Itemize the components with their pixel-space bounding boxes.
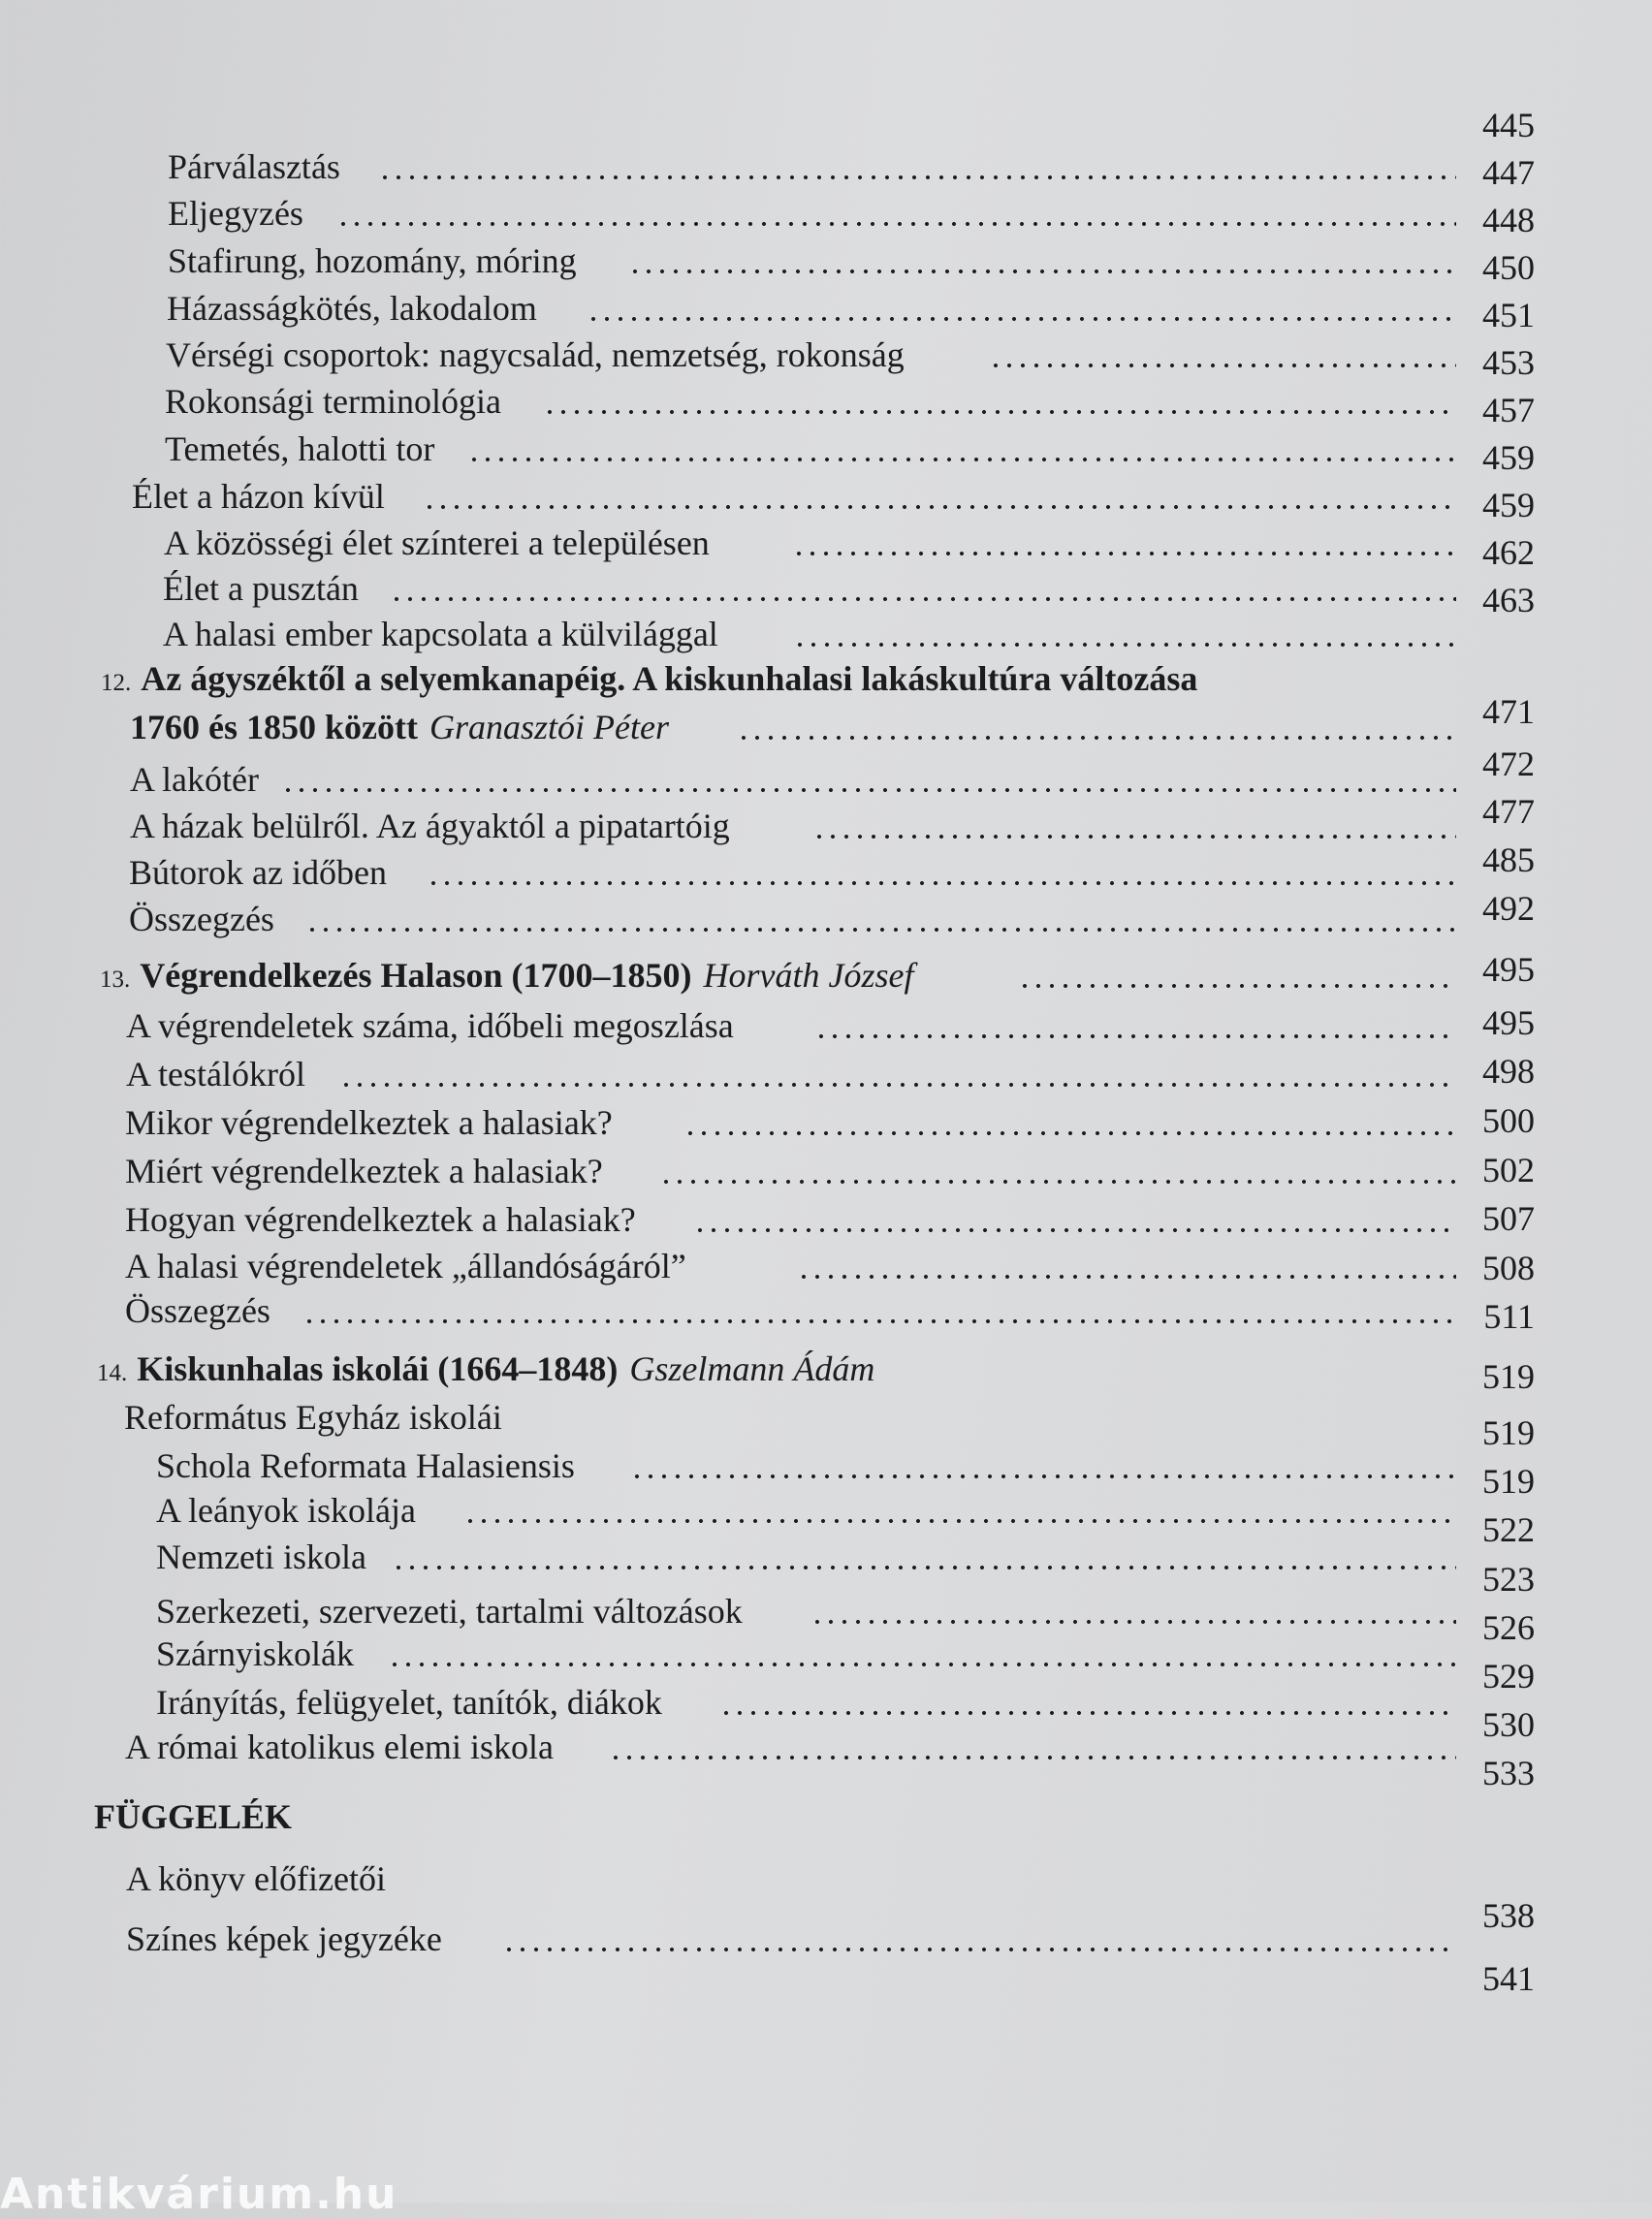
page-number: 541 bbox=[1482, 1959, 1535, 1998]
dot-leader bbox=[609, 1755, 1456, 1760]
dot-leader bbox=[812, 834, 1456, 840]
toc-entry bbox=[0, 1245, 1652, 1287]
toc-entry bbox=[0, 1396, 1652, 1439]
dot-leader bbox=[388, 1662, 1456, 1667]
chapter-title: Az ágyszéktől a selyemkanapéig. A kiskunhalasi lakáskultúra változása bbox=[141, 659, 1198, 698]
toc-appendix-entry bbox=[0, 1918, 1652, 1960]
toc-entry bbox=[0, 1150, 1652, 1192]
chapter-author: Granasztói Péter bbox=[429, 708, 669, 746]
dot-leader bbox=[693, 1227, 1456, 1233]
dot-leader bbox=[630, 1474, 1456, 1479]
toc-chapter-entry bbox=[0, 1347, 1652, 1390]
toc-entry-title: Református Egyház iskolái bbox=[124, 1398, 502, 1437]
toc-entry-title: Temetés, halotti tor bbox=[165, 429, 435, 468]
toc-entry bbox=[0, 898, 1652, 940]
dot-leader bbox=[683, 1130, 1456, 1136]
toc-entry bbox=[0, 1444, 1652, 1487]
dot-leader bbox=[543, 409, 1456, 415]
chapter-title: Végrendelkezés Halason (1700–1850) bbox=[140, 956, 692, 995]
watermark: Antikvárium.hu bbox=[0, 2170, 398, 2219]
page-number: 477 bbox=[1482, 792, 1535, 831]
toc-entry-title: A leányok iskolája bbox=[156, 1491, 416, 1530]
chapter-number: 14. bbox=[97, 1360, 128, 1386]
page-number: 533 bbox=[1482, 1754, 1535, 1792]
toc-entry-title: Eljegyzés bbox=[168, 194, 303, 233]
dot-leader bbox=[423, 504, 1456, 510]
dot-leader bbox=[814, 1033, 1456, 1039]
page-number: 445 bbox=[1482, 106, 1535, 144]
toc-entry-title: A római katolikus elemi iskola bbox=[125, 1728, 554, 1766]
toc-entry bbox=[0, 758, 1652, 801]
toc-entry bbox=[0, 851, 1652, 894]
page-number: 457 bbox=[1482, 391, 1535, 429]
toc-entry-title: Nemzeti iskola bbox=[156, 1537, 366, 1576]
page-number: 529 bbox=[1482, 1657, 1535, 1696]
page-number: 459 bbox=[1482, 438, 1535, 477]
page-number: 519 bbox=[1482, 1462, 1535, 1501]
page-number: 450 bbox=[1482, 248, 1535, 287]
dot-leader bbox=[793, 642, 1456, 648]
dot-leader bbox=[463, 1518, 1456, 1524]
toc-entry-title: A halasi ember kapcsolata a külvilággal bbox=[163, 615, 718, 653]
dot-leader bbox=[336, 221, 1456, 227]
chapter-author: Horváth József bbox=[703, 956, 914, 995]
toc-entry-title: Élet a pusztán bbox=[163, 569, 359, 608]
toc-entry-title: Színes képek jegyzéke bbox=[126, 1919, 442, 1958]
page-number: 485 bbox=[1482, 840, 1535, 879]
dot-leader bbox=[628, 269, 1456, 274]
dot-leader bbox=[1018, 983, 1456, 989]
dot-leader bbox=[659, 1179, 1456, 1185]
toc-entry bbox=[0, 1053, 1652, 1095]
toc-entry-title: A lakótér bbox=[130, 760, 259, 799]
page-number: 530 bbox=[1482, 1705, 1535, 1744]
toc-entry-title: A végrendeletek száma, időbeli megoszlása bbox=[126, 1006, 734, 1045]
toc-entry bbox=[0, 192, 1652, 235]
toc-entry-title: A halasi végrendeletek „állandóságáról” bbox=[125, 1247, 686, 1285]
page-number: 453 bbox=[1482, 343, 1535, 382]
toc-entry bbox=[0, 522, 1652, 564]
page-number: 451 bbox=[1482, 296, 1535, 334]
page-number: 495 bbox=[1482, 950, 1535, 989]
toc-entry-title: Összegzés bbox=[129, 900, 274, 938]
toc-entry bbox=[0, 239, 1652, 282]
toc-entry bbox=[0, 1004, 1652, 1047]
toc-entry bbox=[0, 428, 1652, 470]
toc-entry-title: Rokonsági terminológia bbox=[165, 382, 501, 421]
page-number: 507 bbox=[1482, 1199, 1535, 1238]
page-number: 500 bbox=[1482, 1101, 1535, 1140]
dot-leader bbox=[467, 457, 1456, 462]
page-number: 471 bbox=[1482, 692, 1535, 731]
appendix-heading: FÜGGELÉK bbox=[94, 1797, 293, 1836]
toc-entry bbox=[0, 1198, 1652, 1241]
toc-entry-title: Szárnyiskolák bbox=[156, 1634, 354, 1673]
toc-entry bbox=[0, 287, 1652, 330]
page-number: 511 bbox=[1483, 1297, 1535, 1336]
toc-entry-title: Összegzés bbox=[125, 1291, 270, 1330]
page-number: 519 bbox=[1482, 1413, 1535, 1452]
toc-chapter-entry bbox=[0, 657, 1652, 700]
page-number: 502 bbox=[1482, 1151, 1535, 1189]
page-number: 526 bbox=[1482, 1608, 1535, 1647]
toc-entry-title: A közösségi élet színterei a településen bbox=[164, 523, 710, 562]
toc-entry-title: Mikor végrendelkeztek a halasiak? bbox=[125, 1103, 613, 1142]
dot-leader bbox=[792, 551, 1456, 556]
dot-leader bbox=[989, 363, 1456, 368]
toc-chapter-entry bbox=[0, 706, 1652, 748]
toc-entry-title: Szerkezeti, szervezeti, tartalmi változások bbox=[156, 1592, 743, 1631]
page-number: 519 bbox=[1482, 1357, 1535, 1396]
toc-entry bbox=[0, 567, 1652, 610]
page-number: 538 bbox=[1482, 1896, 1535, 1935]
page-number: 447 bbox=[1482, 153, 1535, 192]
toc-entry-title: Schola Reformata Halasiensis bbox=[156, 1446, 575, 1485]
dot-leader bbox=[719, 1710, 1456, 1716]
toc-entry-title: Irányítás, felügyelet, tanítók, diákok bbox=[156, 1683, 662, 1722]
chapter-title: Kiskunhalas iskolái (1664–1848) bbox=[137, 1349, 619, 1388]
dot-leader bbox=[305, 927, 1456, 933]
dot-leader bbox=[797, 1274, 1456, 1280]
toc-entry-title: Bútorok az időben bbox=[129, 853, 387, 892]
toc-appendix-entry bbox=[0, 1857, 1652, 1900]
page-number: 448 bbox=[1482, 201, 1535, 239]
dot-leader bbox=[427, 880, 1456, 886]
toc-entry bbox=[0, 1289, 1652, 1332]
toc-entry bbox=[0, 1726, 1652, 1768]
toc-entry-title: Párválasztás bbox=[168, 147, 340, 186]
toc-entry-title: Hogyan végrendelkeztek a halasiak? bbox=[125, 1200, 636, 1239]
toc-entry bbox=[0, 1101, 1652, 1144]
toc-entry-title: Miért végrendelkeztek a halasiak? bbox=[125, 1152, 603, 1190]
toc-entry bbox=[0, 333, 1652, 376]
toc-entry bbox=[0, 1489, 1652, 1532]
page-number: 463 bbox=[1482, 581, 1535, 619]
dot-leader bbox=[587, 316, 1456, 322]
toc-entry bbox=[0, 1681, 1652, 1724]
page-number: 508 bbox=[1482, 1249, 1535, 1287]
toc-entry-title: Vérségi csoportok: nagycsalád, nemzetség, rokonság bbox=[166, 335, 905, 374]
page-number: 459 bbox=[1482, 486, 1535, 524]
dot-leader bbox=[339, 1082, 1456, 1088]
dot-leader bbox=[390, 596, 1456, 602]
toc-entry bbox=[0, 475, 1652, 518]
chapter-number: 12. bbox=[101, 670, 132, 696]
page-number: 492 bbox=[1482, 889, 1535, 928]
toc-entry-title: A házak belülről. Az ágyaktól a pipatartóig bbox=[130, 807, 730, 845]
toc-entry-title: Élet a házon kívül bbox=[132, 477, 385, 516]
toc-entry bbox=[0, 1633, 1652, 1675]
page-number: 498 bbox=[1482, 1052, 1535, 1091]
dot-leader bbox=[737, 735, 1456, 741]
dot-leader bbox=[378, 174, 1456, 180]
toc-entry bbox=[0, 1536, 1652, 1578]
page-number: 523 bbox=[1482, 1560, 1535, 1599]
toc-entry-title: Stafirung, hozomány, móring bbox=[168, 241, 577, 280]
toc-entry bbox=[0, 805, 1652, 847]
toc-entry bbox=[0, 145, 1652, 188]
toc-chapter-entry bbox=[0, 954, 1652, 997]
page-number: 472 bbox=[1482, 745, 1535, 783]
chapter-author: Gszelmann Ádám bbox=[629, 1349, 875, 1388]
page-number: 495 bbox=[1482, 1003, 1535, 1042]
page-number: 522 bbox=[1482, 1510, 1535, 1549]
chapter-number: 13. bbox=[100, 967, 131, 993]
toc-entry-title: A testálókról bbox=[126, 1055, 305, 1094]
page-number: 462 bbox=[1482, 533, 1535, 572]
chapter-title: 1760 és 1850 között bbox=[130, 708, 418, 746]
toc-entry bbox=[0, 380, 1652, 423]
dot-leader bbox=[392, 1565, 1456, 1570]
dot-leader bbox=[281, 787, 1456, 793]
dot-leader bbox=[810, 1619, 1456, 1625]
toc-entry bbox=[0, 613, 1652, 655]
dot-leader bbox=[502, 1947, 1456, 1952]
toc-entry-title: A könyv előfizetői bbox=[126, 1859, 386, 1898]
toc-entry-title: Házasságkötés, lakodalom bbox=[167, 289, 537, 328]
dot-leader bbox=[302, 1318, 1456, 1324]
toc-entry bbox=[0, 1590, 1652, 1633]
